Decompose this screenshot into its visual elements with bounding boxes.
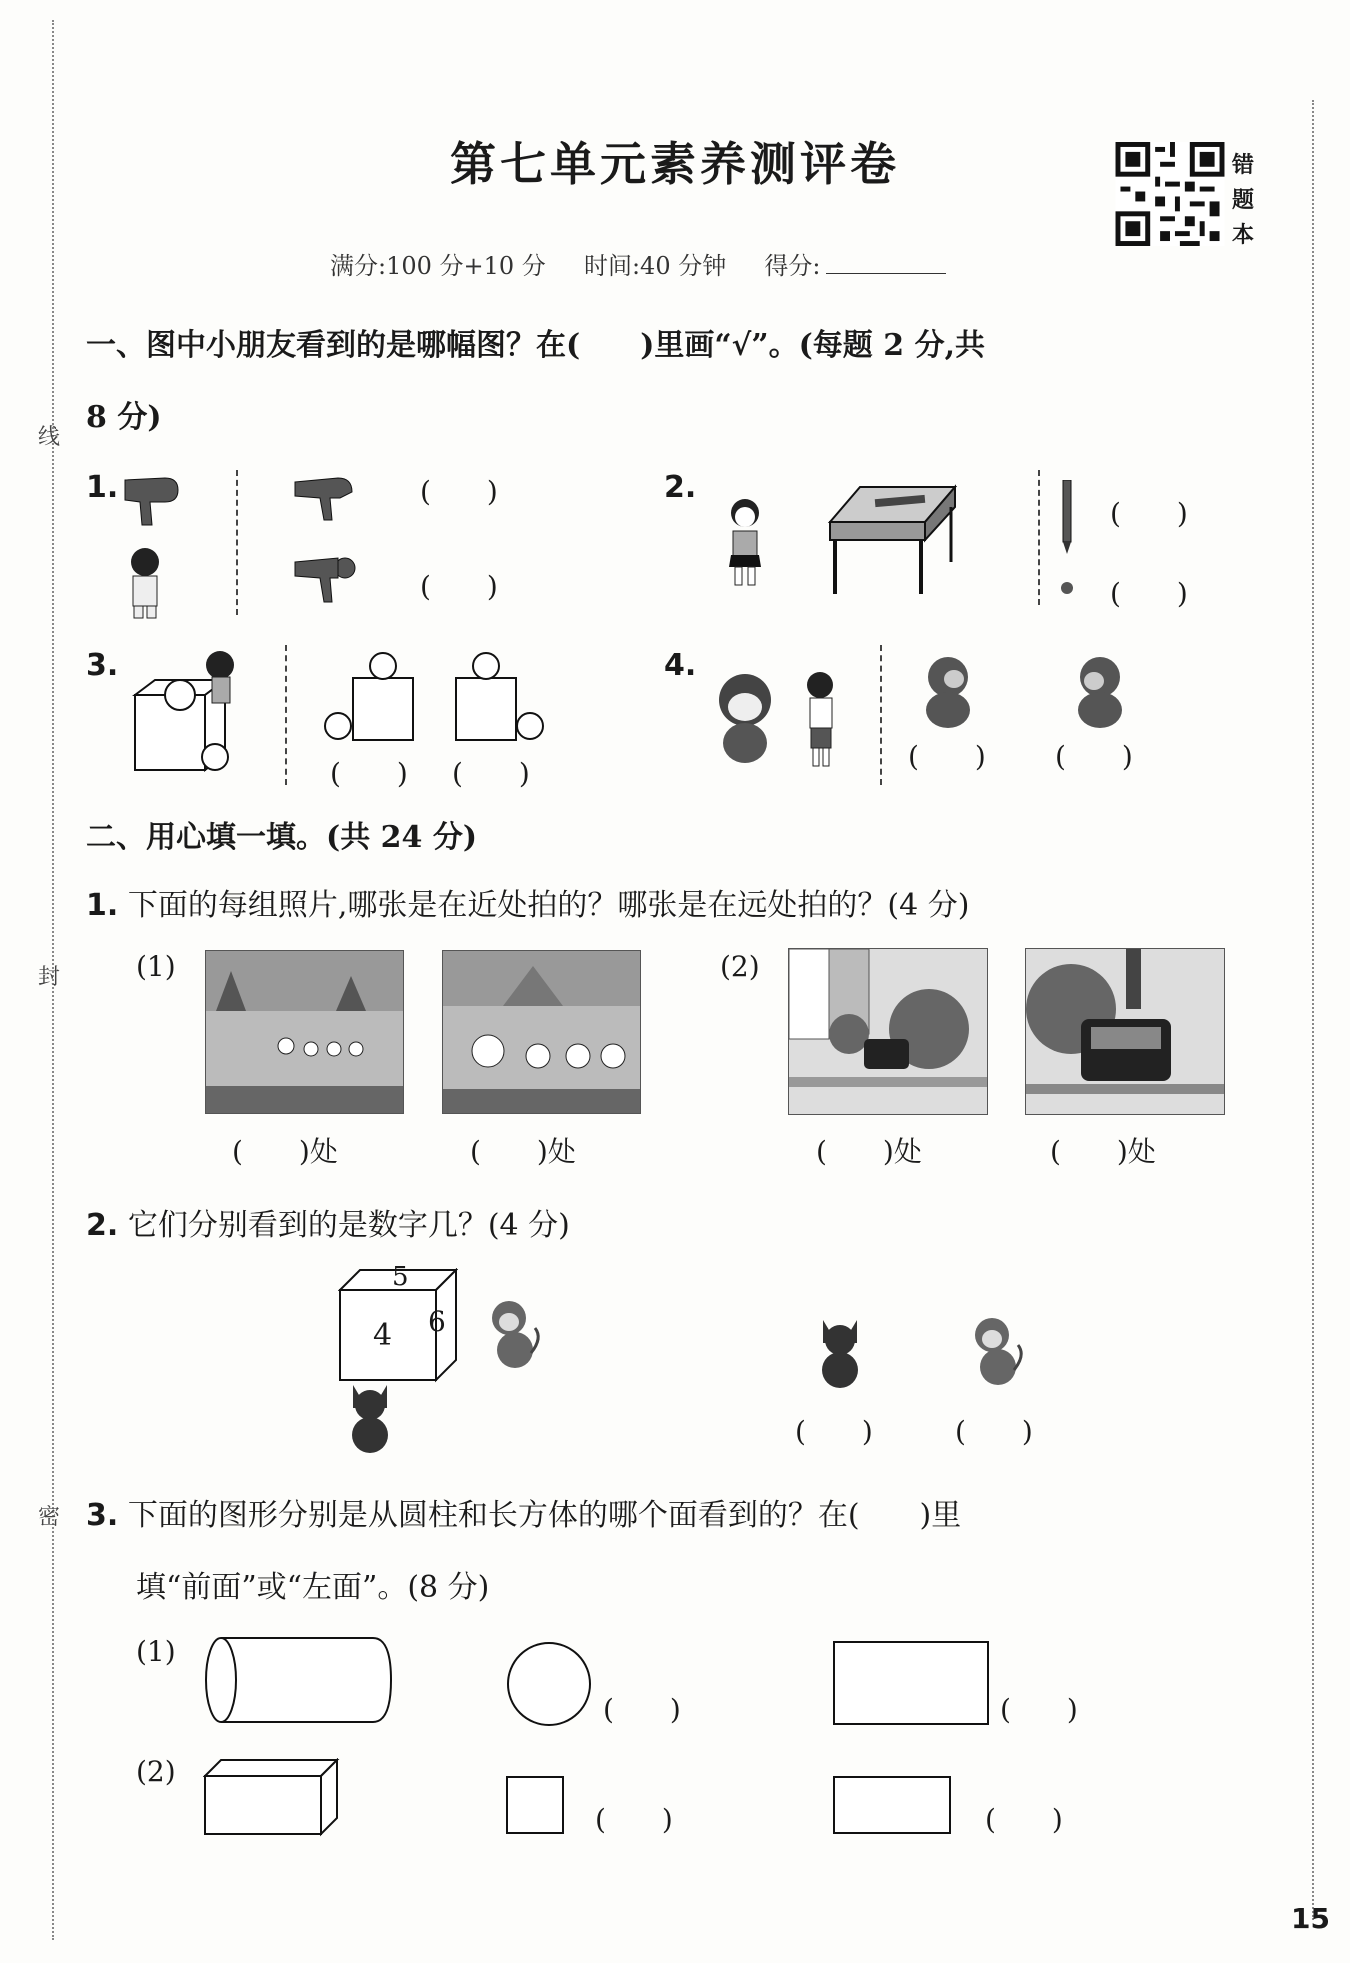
s2-q1-sub1-label: (1) bbox=[136, 950, 176, 983]
s2-q1-answer-2[interactable]: ( )处 bbox=[470, 1135, 576, 1168]
monkey-side-view-option-icon bbox=[1070, 655, 1130, 730]
duck-photo-far bbox=[205, 950, 404, 1114]
full-score: 满分:100 分+10 分 bbox=[330, 252, 546, 280]
s1-q1-blank-a[interactable]: ( ) bbox=[420, 475, 498, 508]
duck-photo-near bbox=[442, 950, 641, 1114]
time-limit: 时间:40 分钟 bbox=[583, 252, 727, 280]
s1-q4-number: 4. bbox=[664, 648, 697, 683]
s2-q1-text: 下面的每组照片,哪张是在近处拍的？哪张是在远处拍的？(4 分) bbox=[127, 888, 970, 923]
car-far-illustration bbox=[789, 949, 987, 1114]
hairdryer-option-a-icon bbox=[290, 470, 370, 530]
score-blank[interactable] bbox=[826, 273, 946, 274]
s2-q2 bbox=[86, 1200, 570, 1244]
circle-view-icon bbox=[505, 1640, 595, 1730]
exam-meta bbox=[330, 246, 946, 281]
section2-heading: 二、用心填一填。(共 24 分) bbox=[86, 820, 478, 855]
s2-q1 bbox=[86, 880, 969, 924]
s1-q1-blank-b[interactable]: ( ) bbox=[420, 570, 498, 603]
box-with-balls-and-girl-illustration bbox=[130, 645, 250, 780]
section1-heading: 一、图中小朋友看到的是哪幅图？在( )里画“√”。(每题 2 分,共 bbox=[86, 328, 986, 363]
s1-q2-blank-a[interactable]: ( ) bbox=[1110, 497, 1188, 530]
pencil-option-icon bbox=[1058, 480, 1078, 600]
score-label: 得分: bbox=[764, 252, 821, 280]
car-photo-near bbox=[1025, 948, 1225, 1115]
s1-q3-blank-b[interactable]: ( ) bbox=[452, 757, 530, 790]
s1-q4-blank-a[interactable]: ( ) bbox=[908, 740, 986, 773]
s2-q2-blank-b[interactable]: ( ) bbox=[955, 1415, 1033, 1448]
divider bbox=[880, 645, 882, 785]
s1-q2-blank-b[interactable]: ( ) bbox=[1110, 577, 1188, 610]
girl-illustration bbox=[715, 495, 785, 590]
s2-q3-blank-a[interactable]: ( ) bbox=[603, 1693, 681, 1726]
s2-q3-number: 3. bbox=[86, 1498, 119, 1533]
hairdryer-option-b-icon bbox=[290, 550, 370, 610]
s1-q3-number: 3. bbox=[86, 648, 119, 683]
s2-q2-number: 2. bbox=[86, 1208, 119, 1243]
monkey-toy-and-boy-illustration bbox=[710, 665, 850, 770]
cube-front-face: 4 bbox=[373, 1318, 393, 1353]
qr-code-icon bbox=[1115, 142, 1225, 246]
ducks-near-illustration bbox=[443, 951, 640, 1113]
divider bbox=[1038, 470, 1040, 605]
binding-char-feng: 封 bbox=[38, 965, 61, 990]
s2-q2-text: 它们分别看到的是数字几？(4 分) bbox=[127, 1208, 570, 1243]
cylinder-illustration bbox=[203, 1636, 393, 1726]
right-margin-dotted-line bbox=[1312, 100, 1314, 1920]
s2-q1-answer-3[interactable]: ( )处 bbox=[816, 1135, 922, 1168]
cat-back-illustration bbox=[345, 1380, 395, 1455]
binding-char-xian: 线 bbox=[38, 425, 61, 450]
car-near-illustration bbox=[1026, 949, 1224, 1114]
divider bbox=[236, 470, 238, 615]
s2-q3-sub1-label: (1) bbox=[136, 1635, 176, 1668]
s1-q4-blank-b[interactable]: ( ) bbox=[1055, 740, 1133, 773]
s1-q3-blank-a[interactable]: ( ) bbox=[330, 757, 408, 790]
s2-q1-sub2-label: (2) bbox=[720, 950, 760, 983]
car-photo-far bbox=[788, 948, 988, 1115]
qr-label: 错题本 bbox=[1232, 152, 1255, 248]
divider bbox=[285, 645, 287, 785]
rectangle-view-icon bbox=[832, 1640, 992, 1730]
s2-q3-blank-d[interactable]: ( ) bbox=[985, 1803, 1063, 1836]
wide-rectangle-view-icon bbox=[832, 1775, 952, 1837]
s2-q3 bbox=[86, 1490, 961, 1534]
s2-q3-blank-b[interactable]: ( ) bbox=[1000, 1693, 1078, 1726]
s2-q3-text-cont: 填“前面”或“左面”。(8 分) bbox=[136, 1570, 490, 1605]
ducks-far-illustration bbox=[206, 951, 403, 1113]
s2-q3-sub2-label: (2) bbox=[136, 1755, 176, 1788]
s2-q1-answer-4[interactable]: ( )处 bbox=[1050, 1135, 1156, 1168]
page-number: 15 bbox=[1291, 1902, 1330, 1935]
binding-char-mi: 密 bbox=[38, 1505, 61, 1530]
cat-option-illustration bbox=[815, 1315, 865, 1390]
s2-q1-number: 1. bbox=[86, 888, 119, 923]
box-view-options-icon bbox=[318, 650, 558, 750]
s2-q3-blank-c[interactable]: ( ) bbox=[595, 1803, 673, 1836]
section1-heading-cont: 8 分) bbox=[86, 400, 162, 435]
cube-right-face: 6 bbox=[428, 1305, 446, 1338]
square-view-icon bbox=[505, 1775, 567, 1837]
s2-q3-text: 下面的图形分别是从圆柱和长方体的哪个面看到的？在( )里 bbox=[127, 1498, 962, 1533]
cube-top-face: 5 bbox=[392, 1262, 409, 1292]
monkey-illustration bbox=[485, 1298, 545, 1373]
monkey-back-view-option-icon bbox=[918, 655, 978, 730]
q1-hairdryer-and-child-illustration bbox=[120, 470, 200, 620]
cuboid-illustration bbox=[203, 1758, 343, 1838]
page-title: 第七单元素养测评卷 bbox=[450, 137, 900, 191]
s1-q1-number: 1. bbox=[86, 470, 119, 505]
desk-with-pencil-illustration bbox=[825, 482, 960, 602]
s1-q2-number: 2. bbox=[664, 470, 697, 505]
s2-q1-answer-1[interactable]: ( )处 bbox=[232, 1135, 338, 1168]
s2-q2-blank-a[interactable]: ( ) bbox=[795, 1415, 873, 1448]
monkey-option-illustration bbox=[968, 1315, 1028, 1390]
